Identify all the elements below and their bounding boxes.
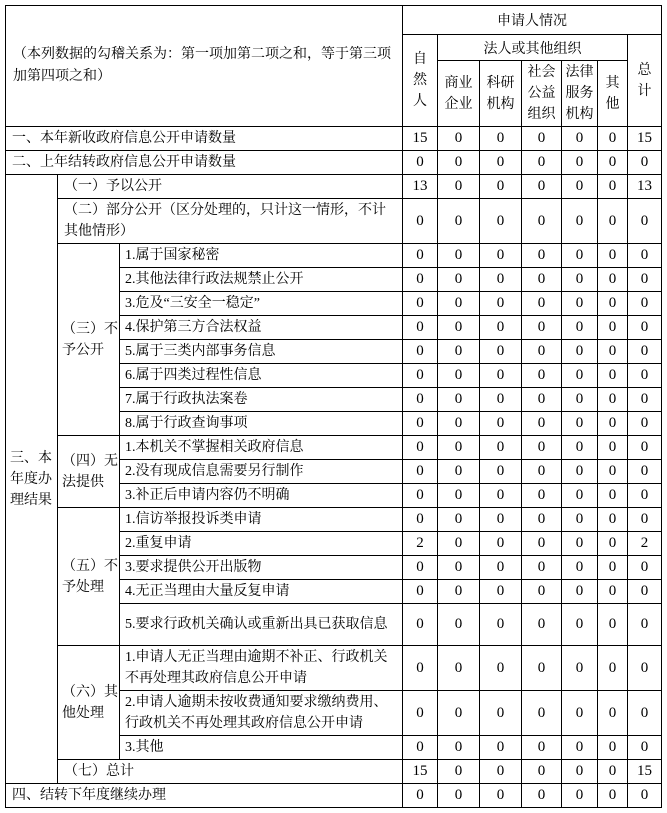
table-row <box>6 436 662 460</box>
value-cell: 0 <box>562 484 598 508</box>
value-cell: 0 <box>562 691 598 736</box>
value-cell: 0 <box>562 388 598 412</box>
value-cell: 0 <box>628 268 662 292</box>
value-cell: 0 <box>438 364 480 388</box>
value-cell: 0 <box>403 316 438 340</box>
table-row <box>6 175 662 199</box>
value-cell: 0 <box>522 364 562 388</box>
item-label: 2.申请人逾期未按收费通知要求缴纳费用、行政机关不再处理其政府信息公开申请 <box>120 691 403 736</box>
value-cell: 0 <box>628 484 662 508</box>
value-cell: 0 <box>628 151 662 175</box>
value-cell: 0 <box>480 268 522 292</box>
value-cell: 0 <box>562 268 598 292</box>
value-cell: 0 <box>562 556 598 580</box>
value-cell: 0 <box>562 646 598 691</box>
value-cell: 0 <box>522 691 562 736</box>
value-cell: 0 <box>438 175 480 199</box>
value-cell: 0 <box>562 604 598 646</box>
value-cell: 0 <box>403 364 438 388</box>
value-cell: 0 <box>403 388 438 412</box>
value-cell: 0 <box>562 127 598 151</box>
value-cell: 0 <box>438 646 480 691</box>
group-header <box>58 436 120 508</box>
value-cell: 0 <box>522 460 562 484</box>
column-header-org-0-label: 商业企业 <box>444 75 473 112</box>
value-cell: 0 <box>438 244 480 268</box>
value-cell: 0 <box>522 532 562 556</box>
group-row-label: （七）总计 <box>58 760 403 784</box>
value-cell: 0 <box>480 646 522 691</box>
value-cell: 0 <box>438 580 480 604</box>
column-header-natural-person-label: 自然人 <box>413 52 428 109</box>
value-cell: 0 <box>628 436 662 460</box>
value-cell: 0 <box>480 151 522 175</box>
value-cell: 0 <box>480 340 522 364</box>
value-cell: 0 <box>562 412 598 436</box>
value-cell: 0 <box>438 760 480 784</box>
item-label: 1.信访举报投诉类申请 <box>120 508 403 532</box>
value-cell: 0 <box>403 268 438 292</box>
value-cell: 0 <box>438 268 480 292</box>
value-cell: 0 <box>522 580 562 604</box>
row-label: 四、结转下年度继续办理 <box>6 784 403 808</box>
value-cell: 0 <box>480 604 522 646</box>
value-cell: 0 <box>522 151 562 175</box>
value-cell: 0 <box>522 484 562 508</box>
item-label: 2.重复申请 <box>120 532 403 556</box>
value-cell: 0 <box>598 784 628 808</box>
group-row-label: （一）予以公开 <box>58 175 403 199</box>
value-cell: 0 <box>480 691 522 736</box>
value-cell: 0 <box>480 760 522 784</box>
value-cell: 0 <box>628 340 662 364</box>
value-cell: 0 <box>628 292 662 316</box>
group-header-text: （四）无法提供 <box>62 453 118 490</box>
value-cell: 0 <box>562 199 598 244</box>
table-row <box>6 760 662 784</box>
column-header-org-4-label: 其他 <box>605 75 620 112</box>
item-label: 1.本机关不掌握相关政府信息 <box>120 436 403 460</box>
value-cell: 0 <box>598 484 628 508</box>
value-cell: 0 <box>438 508 480 532</box>
value-cell: 0 <box>562 316 598 340</box>
value-cell: 0 <box>598 199 628 244</box>
value-cell: 0 <box>562 244 598 268</box>
value-cell: 0 <box>628 736 662 760</box>
value-cell: 0 <box>628 244 662 268</box>
value-cell: 13 <box>403 175 438 199</box>
value-cell: 0 <box>438 292 480 316</box>
value-cell: 0 <box>480 316 522 340</box>
value-cell: 0 <box>403 484 438 508</box>
value-cell: 0 <box>480 532 522 556</box>
table-row <box>6 508 662 532</box>
value-cell: 0 <box>628 691 662 736</box>
value-cell: 13 <box>628 175 662 199</box>
group-header <box>58 646 120 760</box>
value-cell: 0 <box>562 436 598 460</box>
value-cell: 0 <box>598 556 628 580</box>
value-cell: 0 <box>522 508 562 532</box>
value-cell: 0 <box>438 604 480 646</box>
value-cell: 0 <box>598 736 628 760</box>
item-label: 2.没有现成信息需要另行制作 <box>120 460 403 484</box>
table-row <box>6 646 662 691</box>
value-cell: 0 <box>628 508 662 532</box>
table-row <box>6 151 662 175</box>
column-header-org-0 <box>438 61 480 127</box>
value-cell: 0 <box>403 508 438 532</box>
value-cell: 0 <box>598 532 628 556</box>
value-cell: 0 <box>438 340 480 364</box>
value-cell: 0 <box>562 784 598 808</box>
value-cell: 0 <box>628 199 662 244</box>
column-header-total-label: 总计 <box>637 62 652 99</box>
info-disclosure-applications-table <box>5 5 662 808</box>
value-cell: 0 <box>598 364 628 388</box>
column-header-total <box>628 35 662 127</box>
table-row <box>6 244 662 268</box>
value-cell: 0 <box>562 508 598 532</box>
value-cell: 0 <box>598 175 628 199</box>
value-cell: 0 <box>403 736 438 760</box>
value-cell: 0 <box>403 244 438 268</box>
value-cell: 0 <box>438 199 480 244</box>
section-row-header <box>6 175 58 784</box>
value-cell: 0 <box>438 127 480 151</box>
value-cell: 0 <box>403 556 438 580</box>
reconciliation-note: （本列数据的勾稽关系为：第一项加第二项之和，等于第三项加第四项之和） <box>6 6 403 127</box>
value-cell: 0 <box>598 646 628 691</box>
value-cell: 0 <box>480 436 522 460</box>
value-cell: 0 <box>562 736 598 760</box>
item-label: 5.要求行政机关确认或重新出具已获取信息 <box>120 604 403 646</box>
header-legal-or-other-org: 法人或其他组织 <box>438 35 628 61</box>
value-cell: 0 <box>628 412 662 436</box>
value-cell: 0 <box>403 580 438 604</box>
value-cell: 15 <box>403 760 438 784</box>
value-cell: 0 <box>628 784 662 808</box>
value-cell: 0 <box>628 556 662 580</box>
value-cell: 0 <box>480 127 522 151</box>
value-cell: 0 <box>480 388 522 412</box>
value-cell: 0 <box>438 532 480 556</box>
value-cell: 0 <box>628 316 662 340</box>
value-cell: 0 <box>480 508 522 532</box>
group-header-text: （六）其他处理 <box>62 684 118 721</box>
value-cell: 0 <box>522 199 562 244</box>
value-cell: 0 <box>403 292 438 316</box>
value-cell: 0 <box>438 736 480 760</box>
column-header-org-3 <box>562 61 598 127</box>
value-cell: 0 <box>403 784 438 808</box>
value-cell: 0 <box>522 268 562 292</box>
value-cell: 0 <box>522 646 562 691</box>
value-cell: 0 <box>598 244 628 268</box>
value-cell: 0 <box>598 151 628 175</box>
value-cell: 0 <box>522 340 562 364</box>
item-label: 1.属于国家秘密 <box>120 244 403 268</box>
column-header-org-1 <box>480 61 522 127</box>
value-cell: 0 <box>598 292 628 316</box>
table-row <box>6 199 662 244</box>
value-cell: 15 <box>628 127 662 151</box>
column-header-org-2 <box>522 61 562 127</box>
value-cell: 0 <box>438 412 480 436</box>
value-cell: 0 <box>628 580 662 604</box>
value-cell: 0 <box>598 580 628 604</box>
value-cell: 0 <box>438 691 480 736</box>
value-cell: 0 <box>562 175 598 199</box>
value-cell: 0 <box>522 127 562 151</box>
value-cell: 0 <box>628 364 662 388</box>
row-label: 二、上年结转政府信息公开申请数量 <box>6 151 403 175</box>
value-cell: 0 <box>480 244 522 268</box>
value-cell: 0 <box>438 460 480 484</box>
value-cell: 0 <box>598 340 628 364</box>
column-header-org-2-label: 社会公益组织 <box>527 65 556 122</box>
value-cell: 15 <box>403 127 438 151</box>
value-cell: 0 <box>522 760 562 784</box>
value-cell: 0 <box>480 292 522 316</box>
group-header-text: （五）不予处理 <box>62 558 118 595</box>
item-label: 4.保护第三方合法权益 <box>120 316 403 340</box>
value-cell: 0 <box>480 784 522 808</box>
value-cell: 0 <box>480 580 522 604</box>
value-cell: 0 <box>598 460 628 484</box>
value-cell: 0 <box>562 460 598 484</box>
value-cell: 0 <box>522 316 562 340</box>
table-row <box>6 127 662 151</box>
value-cell: 0 <box>598 760 628 784</box>
value-cell: 0 <box>403 199 438 244</box>
item-label: 6.属于四类过程性信息 <box>120 364 403 388</box>
item-label: 7.属于行政执法案卷 <box>120 388 403 412</box>
value-cell: 0 <box>480 484 522 508</box>
value-cell: 0 <box>480 175 522 199</box>
column-header-org-4 <box>598 61 628 127</box>
value-cell: 2 <box>403 532 438 556</box>
item-label: 1.申请人无正当理由逾期不补正、行政机关不再处理其政府信息公开申请 <box>120 646 403 691</box>
value-cell: 0 <box>628 388 662 412</box>
value-cell: 0 <box>562 364 598 388</box>
header-row-1 <box>6 6 662 35</box>
value-cell: 0 <box>403 460 438 484</box>
value-cell: 0 <box>522 784 562 808</box>
item-label: 2.其他法律行政法规禁止公开 <box>120 268 403 292</box>
value-cell: 0 <box>438 151 480 175</box>
value-cell: 0 <box>438 316 480 340</box>
value-cell: 0 <box>522 175 562 199</box>
value-cell: 0 <box>438 556 480 580</box>
item-label: 3.危及“三安全一稳定” <box>120 292 403 316</box>
section-row-header-text: 三、本年度办理结果 <box>10 450 52 508</box>
value-cell: 0 <box>522 736 562 760</box>
value-cell: 0 <box>403 340 438 364</box>
value-cell: 0 <box>628 646 662 691</box>
value-cell: 0 <box>480 556 522 580</box>
value-cell: 0 <box>522 604 562 646</box>
value-cell: 0 <box>438 388 480 412</box>
value-cell: 0 <box>403 691 438 736</box>
table-row <box>6 784 662 808</box>
value-cell: 0 <box>522 436 562 460</box>
value-cell: 0 <box>480 460 522 484</box>
value-cell: 0 <box>438 484 480 508</box>
value-cell: 0 <box>480 736 522 760</box>
value-cell: 0 <box>522 388 562 412</box>
value-cell: 0 <box>628 460 662 484</box>
value-cell: 0 <box>480 412 522 436</box>
value-cell: 0 <box>522 292 562 316</box>
item-label: 3.要求提供公开出版物 <box>120 556 403 580</box>
value-cell: 0 <box>562 760 598 784</box>
value-cell: 0 <box>598 412 628 436</box>
item-label: 8.属于行政查询事项 <box>120 412 403 436</box>
group-header <box>58 508 120 646</box>
value-cell: 0 <box>628 604 662 646</box>
value-cell: 0 <box>403 412 438 436</box>
item-label: 3.其他 <box>120 736 403 760</box>
value-cell: 0 <box>438 784 480 808</box>
item-label: 5.属于三类内部事务信息 <box>120 340 403 364</box>
value-cell: 2 <box>628 532 662 556</box>
value-cell: 0 <box>598 691 628 736</box>
value-cell: 0 <box>403 604 438 646</box>
value-cell: 0 <box>562 532 598 556</box>
group-header-text: （三）不予公开 <box>62 321 118 358</box>
item-label: 4.无正当理由大量反复申请 <box>120 580 403 604</box>
value-cell: 0 <box>562 580 598 604</box>
value-cell: 0 <box>562 340 598 364</box>
column-header-natural-person <box>403 35 438 127</box>
value-cell: 0 <box>598 508 628 532</box>
value-cell: 0 <box>403 646 438 691</box>
value-cell: 0 <box>522 244 562 268</box>
value-cell: 0 <box>598 268 628 292</box>
value-cell: 0 <box>598 316 628 340</box>
value-cell: 0 <box>438 436 480 460</box>
value-cell: 0 <box>480 199 522 244</box>
value-cell: 0 <box>598 127 628 151</box>
value-cell: 0 <box>562 292 598 316</box>
row-label: 一、本年新收政府信息公开申请数量 <box>6 127 403 151</box>
value-cell: 0 <box>480 364 522 388</box>
value-cell: 0 <box>598 436 628 460</box>
column-header-org-3-label: 法律服务机构 <box>565 65 594 122</box>
column-header-org-1-label: 科研机构 <box>486 75 515 112</box>
item-label: 3.补正后申请内容仍不明确 <box>120 484 403 508</box>
value-cell: 0 <box>562 151 598 175</box>
value-cell: 15 <box>628 760 662 784</box>
value-cell: 0 <box>522 556 562 580</box>
header-applicant-situation: 申请人情况 <box>403 6 662 35</box>
group-row-label: （二）部分公开（区分处理的，只计这一情形，不计其他情形） <box>58 199 403 244</box>
value-cell: 0 <box>403 151 438 175</box>
value-cell: 0 <box>598 604 628 646</box>
value-cell: 0 <box>522 412 562 436</box>
group-header <box>58 244 120 436</box>
value-cell: 0 <box>403 436 438 460</box>
value-cell: 0 <box>598 388 628 412</box>
